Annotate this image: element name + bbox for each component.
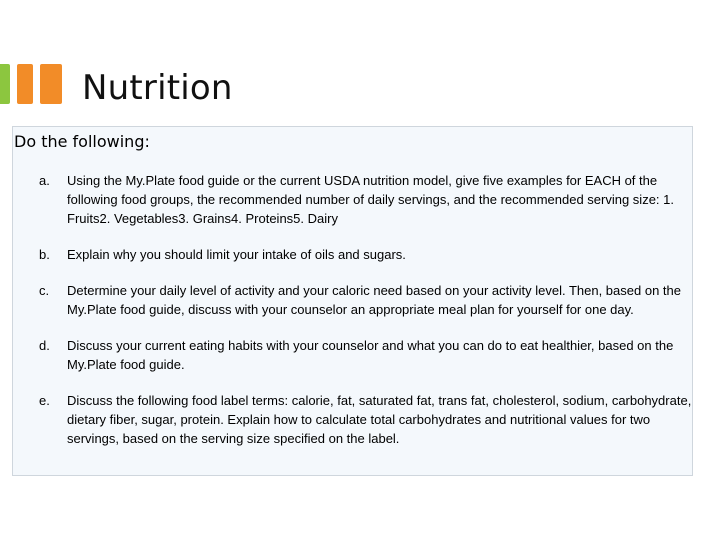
title-accent-bars (0, 64, 64, 104)
intro-text: Do the following: (14, 132, 150, 151)
list-item-letter: d. (39, 338, 50, 353)
list-item-letter: a. (39, 173, 50, 188)
list-item-letter: c. (39, 283, 50, 298)
list-item (39, 171, 693, 228)
orange-accent-bar-wide (40, 64, 62, 104)
list-item-text: Discuss the following food label terms: calorie, fat, saturated fat, trans fat, cholesterol, sodium, carbohydrate, dietary fiber, sugar, protein. Explain how to calculate total carbohydrates and nutritional values for two servings, based on the serving size specified on the label. (67, 393, 692, 446)
list-item-text: Using the My.Plate food guide or the current USDA nutrition model, give five examples for EACH of the following food groups, the recommended number of daily servings, and the recommended serving size: 1. Fruits2. Vegetables3. Grains4. Proteins5. Dairy (67, 173, 674, 226)
list-item-text: Discuss your current eating habits with your counselor and what you can do to eat healthier, based on the My.Plate food guide. (67, 338, 674, 372)
list-item-letter: b. (39, 247, 50, 262)
content-panel (12, 126, 693, 476)
slide-title: Nutrition (82, 68, 233, 108)
list-item-text: Explain why you should limit your intake of oils and sugars. (67, 247, 406, 262)
list-item-letter: e. (39, 393, 50, 408)
list-item-text: Determine your daily level of activity and your caloric need based on your activity level. Then, based on the My.Plate food guide, discuss with your counselor an appropriate meal plan for yourself for one day. (67, 283, 681, 317)
list-item (39, 336, 693, 374)
green-accent-bar (0, 64, 10, 104)
requirements-list (39, 171, 693, 465)
orange-accent-bar (17, 64, 33, 104)
list-item (39, 245, 693, 264)
list-item (39, 281, 693, 319)
list-item (39, 391, 693, 448)
